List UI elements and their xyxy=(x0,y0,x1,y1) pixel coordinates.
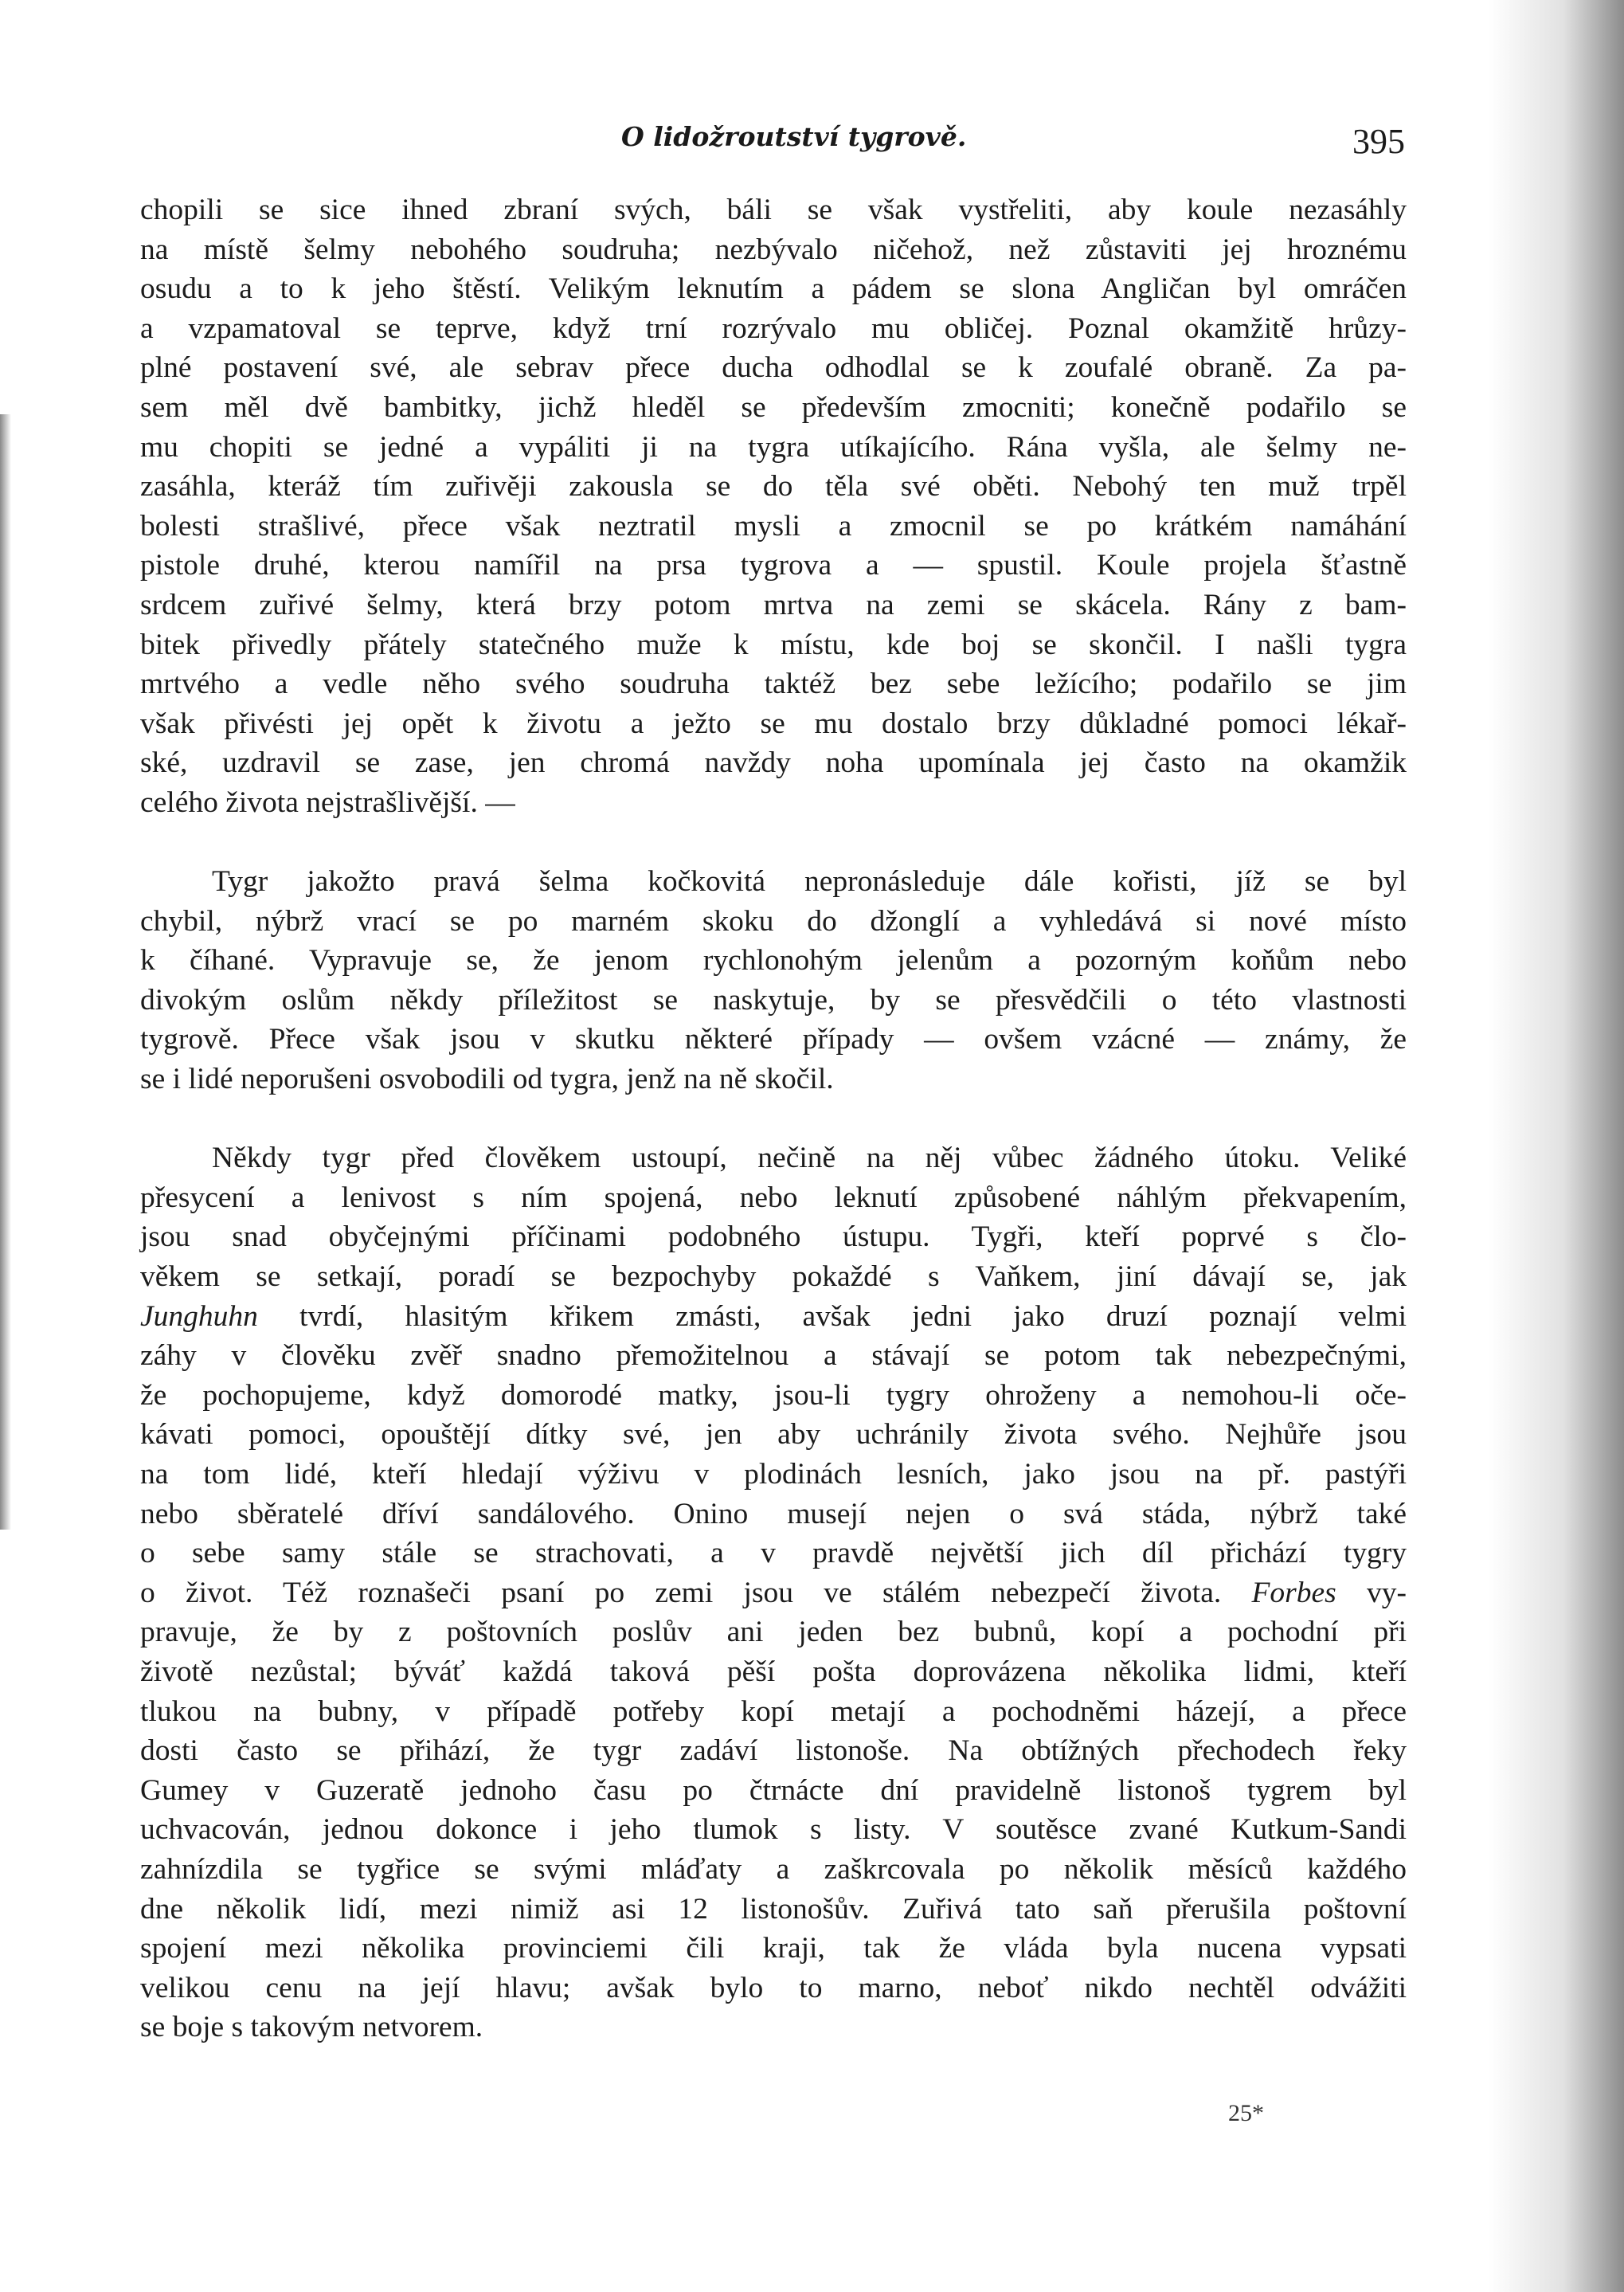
signature-mark: 25* xyxy=(1228,2100,1264,2126)
text-line: mrtvého a vedle něho svého soudruha taktéž bez sebe ležícího; podařilo se jim xyxy=(140,668,1407,701)
text-line: dne několik lidí, mezi nimiž asi 12 listonošův. Zuřivá tato saň přerušila poštovní xyxy=(140,1892,1407,1926)
text-line: sem měl dvě bambitky, jichž hleděl se především zmocniti; konečně podařilo se xyxy=(140,390,1407,424)
text-line: na místě šelmy nebohého soudruha; nezbývalo ničehož, než zůstaviti jej hroznému xyxy=(140,233,1407,266)
page-number: 395 xyxy=(1352,122,1405,161)
text-line: dosti často se přihází, že tygr zadáví listonoše. Na obtížných přechodech řeky xyxy=(140,1734,1407,1768)
text-line: na tom lidé, kteří hledají výživu v plodinách lesních, jako jsou na př. pastýři xyxy=(140,1458,1407,1491)
binding-shadow xyxy=(0,414,11,1530)
text-line: tlukou na bubny, v případě potřeby kopí metají a pochodněmi házejí, a přece xyxy=(140,1695,1407,1728)
text-line: uchvacován, jednou dokonce i jeho tlumok s listy. V soutěsce zvané Kutkum-Sandi xyxy=(140,1813,1407,1847)
text-line: pistole druhé, kterou namířil na prsa tygrova a — spustil. Koule projela šťastně xyxy=(140,549,1407,582)
text-line: kávati pomoci, opouštějí dítky své, jen aby uchránily života svého. Nejhůře jsou xyxy=(140,1418,1407,1452)
text-line: ské, uzdravil se zase, jen chromá navždy noha upomínala jej často na okamžik xyxy=(140,746,1407,780)
body-text xyxy=(140,190,1407,2047)
text-line: se i lidé neporušeni osvobodili od tygra, jenž na ně skočil. xyxy=(140,1063,834,1096)
text-line xyxy=(140,1297,1407,1337)
text-line: přesycení a lenivost s ním spojená, nebo leknutí způsobené náhlým překvapením, xyxy=(140,1181,1407,1214)
text-line: bitek přivedly přátely statečného muže k místu, kde boj se skončil. I našli tygra xyxy=(140,628,1407,661)
cited-author-name: Forbes xyxy=(1251,1576,1336,1609)
text-line: Gumey v Guzeratě jednoho času po čtrnácte dní pravidelně listonoš tygrem byl xyxy=(140,1773,1407,1807)
text-line: životě nezůstal; býváť každá taková pěší pošta doprovázena několika lidmi, kteří xyxy=(140,1655,1407,1688)
cited-author-name: Junghuhn xyxy=(140,1299,258,1333)
text-run: vy- xyxy=(1336,1576,1407,1609)
text-line: k číhané. Vypravuje se, že jenom rychlonohým jelenům a pozorným koňům nebo xyxy=(140,944,1407,978)
page-edge-shadow xyxy=(1489,0,1624,2292)
running-title: O lidožroutství tygrově. xyxy=(621,121,967,152)
text-line: záhy v člověku zvěř snadno přemožitelnou a stávají se potom tak nebezpečnými, xyxy=(140,1339,1407,1373)
text-line: a vzpamatoval se teprve, když trní rozrývalo mu obličej. Poznal okamžitě hrůzy- xyxy=(140,311,1407,345)
text-line xyxy=(140,1573,1407,1613)
text-line: Tygr jakožto pravá šelma kočkovitá nepronásleduje dále kořisti, jíž se byl xyxy=(212,865,1407,899)
text-line: však přivésti jej opět k životu a ježto se mu dostalo brzy důkladné pomoci lékař- xyxy=(140,707,1407,740)
paragraph-1 xyxy=(140,190,1407,823)
text-line: tygrově. Přece však jsou v skutku některé případy — ovšem vzácné — známy, že xyxy=(140,1023,1407,1056)
text-line: zasáhla, kteráž tím zuřivěji zakousla se do těla své oběti. Nebohý ten muž trpěl xyxy=(140,470,1407,503)
text-line: spojení mezi několika provinciemi čili kraji, tak že vláda byla nucena vypsati xyxy=(140,1932,1407,1965)
text-line: mu chopiti se jedné a vypáliti ji na tygra utíkajícího. Rána vyšla, ale šelmy ne- xyxy=(140,430,1407,464)
text-line: divokým oslům někdy příležitost se naskytuje, by se přesvědčili o této vlastnosti xyxy=(140,983,1407,1017)
text-line: srdcem zuřivé šelmy, která brzy potom mrtva na zemi se skácela. Rány z bam- xyxy=(140,588,1407,621)
text-line: bolesti strašlivé, přece však neztratil mysli a zmocnil se po krátkém namáhání xyxy=(140,509,1407,543)
text-line: že pochopujeme, když domorodé matky, jsou-li tygry ohroženy a nemohou-li oče- xyxy=(140,1378,1407,1412)
text-run: o život. Též roznašeči psaní po zemi jsou ve stálém nebezpečí života. xyxy=(140,1576,1252,1609)
text-line: Někdy tygr před člověkem ustoupí, nečině na něj vůbec žádného útoku. Veliké xyxy=(212,1142,1407,1175)
text-line: plné postavení své, ale sebrav přece ducha odhodlal se k zoufalé obraně. Za pa- xyxy=(140,351,1407,385)
text-line: věkem se setkají, poradí se bezpochyby pokaždé s Vaňkem, jiní dávají se, jak xyxy=(140,1260,1407,1294)
text-line: chybil, nýbrž vrací se po marném skoku do džonglí a vyhledává si nové místo xyxy=(140,904,1407,938)
text-line: celého života nejstrašlivější. — xyxy=(140,786,515,819)
text-run: tvrdí, hlasitým křikem zmásti, avšak jedni jako druzí poznají velmi xyxy=(257,1299,1407,1333)
text-line: o sebe samy stále se strachovati, a v pravdě největší jich díl přichází tygry xyxy=(140,1537,1407,1570)
text-line: jsou snad obyčejnými příčinami podobného ústupu. Tygři, kteří poprvé s člo- xyxy=(140,1220,1407,1254)
text-line: zahnízdila se tygřice se svými mláďaty a zaškrcovala po několik měsíců každého xyxy=(140,1852,1407,1886)
text-line: chopili se sice ihned zbraní svých, báli se však vystřeliti, aby koule nezasáhly xyxy=(140,194,1407,226)
text-line: nebo sběratelé dříví sandálového. Onino musejí nejen o svá stáda, nýbrž také xyxy=(140,1497,1407,1530)
paragraph-2 xyxy=(140,862,1407,1099)
text-line: velikou cenu na její hlavu; avšak bylo to marno, neboť nikdo nechtěl odvážiti xyxy=(140,1971,1407,2004)
text-line: osudu a to k jeho štěstí. Velikým leknutím a pádem se slona Angličan byl omráčen xyxy=(140,272,1407,306)
text-line: se boje s takovým netvorem. xyxy=(140,2011,483,2044)
text-line: pravuje, že by z poštovních poslův ani jeden bez bubnů, kopí a pochodní při xyxy=(140,1616,1407,1649)
paragraph-3 xyxy=(140,1138,1407,2047)
